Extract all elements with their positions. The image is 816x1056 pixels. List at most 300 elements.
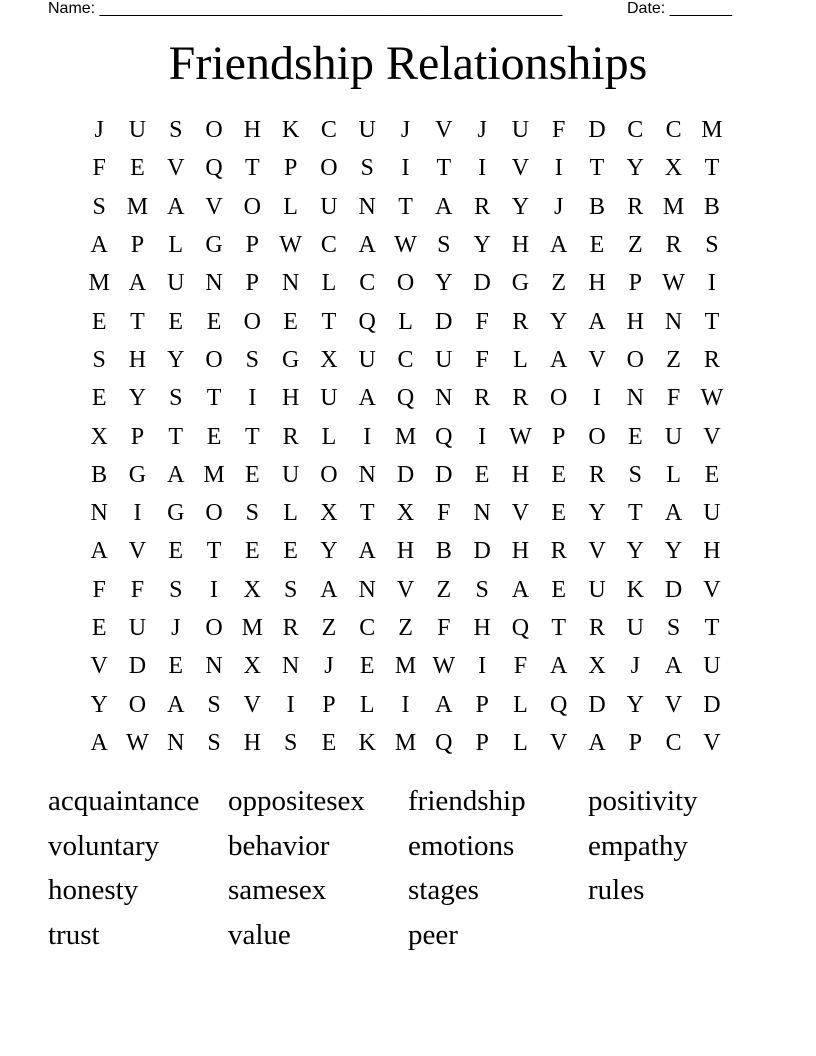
grid-letter: U (435, 346, 453, 373)
word-search-grid (80, 111, 731, 762)
grid-letter: Z (398, 615, 413, 641)
grid-letter: H (703, 538, 721, 565)
grid-letter: H (243, 729, 261, 756)
grid-letter: A (664, 653, 683, 680)
grid-letter: E (91, 615, 107, 641)
grid-letter: A (167, 691, 185, 718)
grid-letter: Q (435, 423, 453, 450)
grid-letter: N (358, 461, 376, 488)
grid-letter: B (91, 461, 108, 488)
word-bank-item: rules (588, 874, 645, 907)
grid-letter: T (704, 308, 720, 335)
grid-letter: V (703, 576, 721, 603)
grid-letter: L (321, 270, 337, 297)
grid-letter: P (245, 270, 260, 297)
grid-letter: A (90, 538, 108, 565)
grid-letter: H (281, 385, 300, 412)
word-bank-item: empathy (588, 829, 688, 862)
grid-letter: U (703, 653, 721, 680)
grid-letter: A (435, 193, 453, 220)
grid-letter: F (666, 385, 681, 412)
grid-letter: I (593, 385, 601, 412)
grid-letter: R (627, 193, 644, 220)
word-bank-item: honesty (48, 874, 139, 907)
grid-letter: A (167, 461, 185, 488)
grid-letter: W (662, 270, 685, 297)
grid-letter: V (588, 346, 606, 373)
grid-letter: R (474, 385, 491, 412)
grid-letter: O (205, 346, 223, 373)
grid-letter: E (245, 538, 260, 565)
grid-letter: H (588, 270, 606, 297)
grid-letter: N (358, 576, 376, 603)
grid-letter: S (283, 576, 298, 603)
grid-letter: D (435, 461, 453, 488)
grid-letter: T (245, 155, 260, 182)
grid-letter: R (703, 346, 720, 373)
grid-letter: U (358, 117, 376, 144)
grid-letter: E (321, 729, 337, 756)
grid-letter: U (320, 193, 338, 220)
grid-letter: I (478, 155, 487, 182)
grid-letter: E (206, 423, 222, 450)
grid-letter: C (627, 117, 644, 144)
grid-letter: O (320, 461, 338, 488)
grid-letter: T (359, 500, 375, 527)
grid-letter: X (320, 500, 338, 527)
grid-letter: H (626, 308, 644, 335)
grid-letter: H (511, 461, 530, 488)
grid-letter: O (626, 346, 644, 373)
grid-letter: M (394, 423, 417, 450)
grid-letter: C (665, 117, 682, 144)
grid-letter: Y (473, 232, 491, 259)
grid-letter: O (588, 423, 606, 450)
grid-letter: D (473, 538, 491, 565)
grid-letter: E (245, 461, 260, 488)
grid-letter: F (437, 615, 451, 641)
grid-letter: V (435, 117, 453, 144)
grid-letter: Y (664, 538, 683, 565)
grid-letter: Z (321, 615, 337, 641)
grid-letter: A (358, 538, 376, 565)
grid-letter: G (167, 500, 185, 527)
grid-letter: L (398, 308, 413, 335)
grid-letter: J (324, 653, 334, 680)
name-field: Name: ____________________________________________________ (48, 0, 563, 17)
grid-letter: N (281, 270, 300, 297)
grid-letter: A (664, 500, 683, 527)
grid-letter: O (128, 691, 147, 718)
grid-letter: D (703, 691, 721, 718)
grid-letter: N (358, 193, 376, 220)
grid-letter: N (473, 500, 491, 527)
grid-letter: V (511, 155, 530, 182)
grid-letter: V (396, 576, 415, 603)
grid-letter: S (475, 576, 489, 603)
grid-letter: O (320, 155, 338, 182)
grid-letter: E (359, 653, 375, 680)
grid-letter: Y (588, 500, 606, 527)
grid-letter: Q (435, 729, 453, 756)
grid-letter: N (664, 308, 683, 335)
grid-letter: W (432, 653, 456, 680)
grid-letter: A (588, 308, 606, 335)
grid-letter: P (628, 270, 642, 297)
grid-letter: S (169, 576, 183, 603)
grid-letter: M (394, 653, 417, 680)
date-field: Date: _______ (627, 0, 732, 17)
word-bank-item: trust (48, 918, 100, 951)
grid-letter: A (358, 232, 376, 259)
grid-letter: S (245, 346, 260, 373)
grid-letter: X (243, 576, 261, 603)
grid-letter: N (281, 653, 300, 680)
grid-letter: T (627, 500, 643, 527)
grid-letter: F (475, 308, 489, 335)
grid-letter: T (321, 308, 337, 335)
grid-letter: W (509, 423, 532, 450)
grid-letter: T (589, 155, 605, 182)
grid-letter: R (512, 385, 529, 412)
grid-letter: W (126, 729, 149, 756)
grid-letter: U (358, 346, 376, 373)
grid-letter: D (396, 461, 415, 488)
grid-letter: L (283, 500, 298, 527)
grid-letter: E (91, 308, 107, 335)
grid-letter: S (360, 155, 374, 182)
grid-letter: O (550, 385, 568, 412)
grid-letter: C (320, 232, 337, 259)
grid-letter: S (245, 500, 260, 527)
grid-letter: D (664, 576, 683, 603)
grid-letter: I (478, 653, 487, 680)
grid-letter: A (90, 232, 108, 259)
grid-letter: E (551, 576, 567, 603)
grid-letter: P (283, 155, 298, 182)
grid-letter: R (665, 232, 682, 259)
grid-letter: D (435, 308, 453, 335)
grid-letter: O (205, 500, 223, 527)
grid-letter: F (513, 653, 528, 680)
grid-letter: B (435, 538, 452, 565)
grid-letter: A (550, 346, 568, 373)
grid-letter: U (664, 423, 683, 450)
grid-letter: V (703, 729, 721, 756)
grid-letter: S (437, 232, 451, 259)
grid-letter: T (704, 155, 720, 182)
grid-letter: R (512, 308, 529, 335)
grid-letter: S (169, 117, 183, 144)
grid-letter: U (511, 117, 530, 144)
grid-letter: O (243, 193, 261, 220)
grid-letter: R (474, 193, 491, 220)
grid-letter: M (701, 117, 723, 144)
grid-letter: O (205, 615, 223, 641)
grid-letter: F (130, 576, 145, 603)
grid-letter: T (168, 423, 184, 450)
grid-letter: X (243, 653, 261, 680)
grid-letter: L (666, 461, 681, 488)
grid-letter: X (588, 653, 606, 680)
grid-letter: M (394, 729, 417, 756)
grid-letter: Z (666, 346, 681, 373)
grid-letter: K (281, 117, 300, 144)
grid-letter: M (241, 615, 263, 641)
grid-letter: V (511, 500, 530, 527)
grid-letter: Y (626, 155, 644, 182)
grid-letter: C (320, 117, 337, 144)
grid-letter: V (205, 193, 223, 220)
grid-letter: S (207, 691, 221, 718)
grid-letter: V (703, 423, 721, 450)
grid-letter: E (283, 538, 298, 565)
grid-letter: Z (551, 270, 567, 297)
grid-letter: A (90, 729, 108, 756)
grid-letter: C (397, 346, 414, 373)
word-bank-item: oppositesex (228, 785, 365, 817)
grid-letter: U (128, 117, 147, 144)
grid-letter: Y (550, 308, 568, 335)
grid-letter: P (552, 423, 566, 450)
grid-letter: J (630, 653, 640, 680)
grid-letter: U (128, 615, 147, 641)
grid-letter: Y (435, 270, 453, 297)
grid-letter: Y (626, 538, 644, 565)
grid-letter: E (627, 423, 643, 450)
word-bank-item: behavior (228, 829, 330, 862)
grid-letter: Q (358, 308, 376, 335)
grid-letter: P (475, 729, 489, 756)
grid-letter: H (511, 232, 530, 259)
grid-letter: O (396, 270, 415, 297)
grid-letter: T (398, 193, 413, 220)
grid-letter: G (128, 461, 147, 488)
grid-letter: A (550, 232, 568, 259)
grid-letter: H (511, 538, 530, 565)
grid-letter: E (206, 308, 222, 335)
grid-letter: Y (167, 346, 185, 373)
grid-letter: Y (90, 691, 108, 718)
grid-letter: P (322, 691, 336, 718)
grid-letter: T (436, 155, 452, 182)
grid-letter: A (128, 270, 147, 297)
grid-letter: S (628, 461, 642, 488)
grid-letter: U (281, 461, 300, 488)
grid-letter: S (705, 232, 719, 259)
word-bank-item: peer (408, 918, 458, 951)
grid-letter: V (128, 538, 147, 565)
grid-letter: E (474, 461, 490, 488)
grid-letter: R (282, 423, 299, 450)
grid-letter: V (167, 155, 185, 182)
grid-letter: E (551, 500, 567, 527)
grid-letter: G (511, 270, 530, 297)
grid-letter: L (359, 691, 375, 718)
grid-letter: S (169, 385, 183, 412)
word-bank-item: voluntary (48, 829, 160, 862)
grid-letter: D (473, 270, 491, 297)
word-bank-item: friendship (408, 785, 526, 817)
grid-letter: U (320, 385, 338, 412)
grid-letter: X (396, 500, 415, 527)
grid-letter: X (664, 155, 683, 182)
grid-letter: I (210, 576, 219, 603)
grid-letter: F (552, 117, 566, 144)
grid-letter: N (435, 385, 453, 412)
grid-letter: W (700, 385, 724, 412)
grid-letter: P (245, 232, 260, 259)
grid-letter: N (90, 500, 108, 527)
grid-letter: M (88, 270, 110, 297)
grid-letter: I (286, 691, 295, 718)
grid-letter: M (203, 461, 225, 488)
grid-letter: Z (436, 576, 452, 603)
grid-letter: C (359, 270, 376, 297)
grid-letter: F (92, 576, 106, 603)
grid-letter: V (550, 729, 568, 756)
grid-letter: V (90, 653, 108, 680)
grid-letter: M (126, 193, 149, 220)
grid-letter: G (205, 232, 223, 259)
word-bank (48, 779, 768, 957)
grid-letter: E (168, 308, 184, 335)
grid-letter: L (321, 423, 337, 450)
grid-letter: A (167, 193, 185, 220)
grid-letter: E (551, 461, 567, 488)
grid-letter: T (551, 615, 567, 641)
grid-letter: S (92, 346, 106, 373)
grid-letter: F (437, 500, 451, 527)
grid-letter: K (626, 576, 644, 603)
grid-letter: C (359, 615, 376, 641)
grid-letter: S (283, 729, 298, 756)
grid-letter: V (588, 538, 606, 565)
grid-letter: I (554, 155, 563, 182)
grid-letter: S (92, 193, 106, 220)
page-title: Friendship Relationships (168, 37, 648, 90)
grid-letter: U (703, 500, 721, 527)
grid-letter: E (91, 385, 107, 412)
grid-letter: E (283, 308, 298, 335)
grid-letter: T (245, 423, 260, 450)
grid-letter: Y (511, 193, 530, 220)
grid-letter: T (704, 615, 720, 641)
grid-letter: H (128, 346, 147, 373)
grid-letter: N (626, 385, 644, 412)
grid-letter: O (205, 117, 223, 144)
grid-letter: E (130, 155, 145, 182)
grid-letter: Y (320, 538, 338, 565)
grid-letter: H (396, 538, 415, 565)
grid-letter: D (588, 691, 606, 718)
grid-letter: L (283, 193, 298, 220)
grid-letter: A (511, 576, 530, 603)
grid-letter: V (664, 691, 683, 718)
grid-letter: E (589, 232, 605, 259)
grid-letter: R (589, 461, 606, 488)
word-bank-item: value (228, 918, 291, 951)
grid-letter: N (205, 653, 223, 680)
grid-letter: D (128, 653, 147, 680)
grid-letter: M (662, 193, 685, 220)
grid-letter: A (588, 729, 606, 756)
grid-letter: X (320, 346, 338, 373)
grid-letter: J (477, 117, 487, 144)
grid-letter: P (130, 423, 145, 450)
grid-letter: W (279, 232, 302, 259)
grid-letter: Y (128, 385, 147, 412)
grid-letter: X (90, 423, 108, 450)
grid-letter: J (400, 117, 411, 144)
grid-letter: A (320, 576, 338, 603)
word-bank-item: stages (408, 874, 479, 907)
grid-letter: I (707, 270, 716, 297)
word-bank-item: positivity (588, 785, 698, 817)
grid-letter: L (513, 691, 528, 718)
word-bank-item: acquaintance (48, 785, 200, 817)
grid-letter: I (401, 155, 410, 182)
grid-letter: U (626, 615, 644, 641)
grid-letter: L (513, 729, 528, 756)
grid-letter: K (358, 729, 376, 756)
grid-letter: U (588, 576, 606, 603)
grid-letter: L (513, 346, 528, 373)
grid-letter: A (358, 385, 376, 412)
grid-letter: B (703, 193, 720, 220)
grid-letter: S (666, 615, 681, 641)
grid-letter: H (243, 117, 261, 144)
grid-letter: A (435, 691, 453, 718)
grid-letter: Y (626, 691, 644, 718)
worksheet-header (48, 0, 748, 18)
grid-letter: I (478, 423, 487, 450)
grid-letter: T (206, 538, 222, 565)
grid-letter: I (133, 500, 142, 527)
grid-letter: V (243, 691, 261, 718)
grid-letter: N (167, 729, 185, 756)
grid-letter: Q (396, 385, 415, 412)
grid-letter: L (168, 232, 184, 259)
grid-letter: Z (627, 232, 643, 259)
word-bank-item: samesex (228, 874, 327, 907)
grid-letter: E (168, 538, 184, 565)
grid-letter: Q (550, 691, 568, 718)
grid-letter: B (589, 193, 606, 220)
grid-letter: R (589, 615, 606, 641)
grid-letter: R (282, 615, 299, 641)
grid-letter: T (130, 308, 145, 335)
grid-letter: F (92, 155, 106, 182)
grid-letter: A (550, 653, 568, 680)
grid-letter: P (475, 691, 489, 718)
grid-letter: P (130, 232, 145, 259)
grid-letter: U (167, 270, 185, 297)
grid-letter: N (205, 270, 223, 297)
grid-letter: D (588, 117, 606, 144)
grid-letter: C (665, 729, 682, 756)
grid-letter: G (281, 346, 300, 373)
grid-letter: W (394, 232, 417, 259)
grid-letter: Q (511, 615, 530, 641)
grid-letter: P (628, 729, 642, 756)
grid-letter: E (168, 653, 184, 680)
grid-letter: I (401, 691, 410, 718)
grid-letter: I (248, 385, 257, 412)
grid-letter: T (206, 385, 222, 412)
word-bank-item: emotions (408, 829, 515, 862)
grid-letter: S (207, 729, 221, 756)
